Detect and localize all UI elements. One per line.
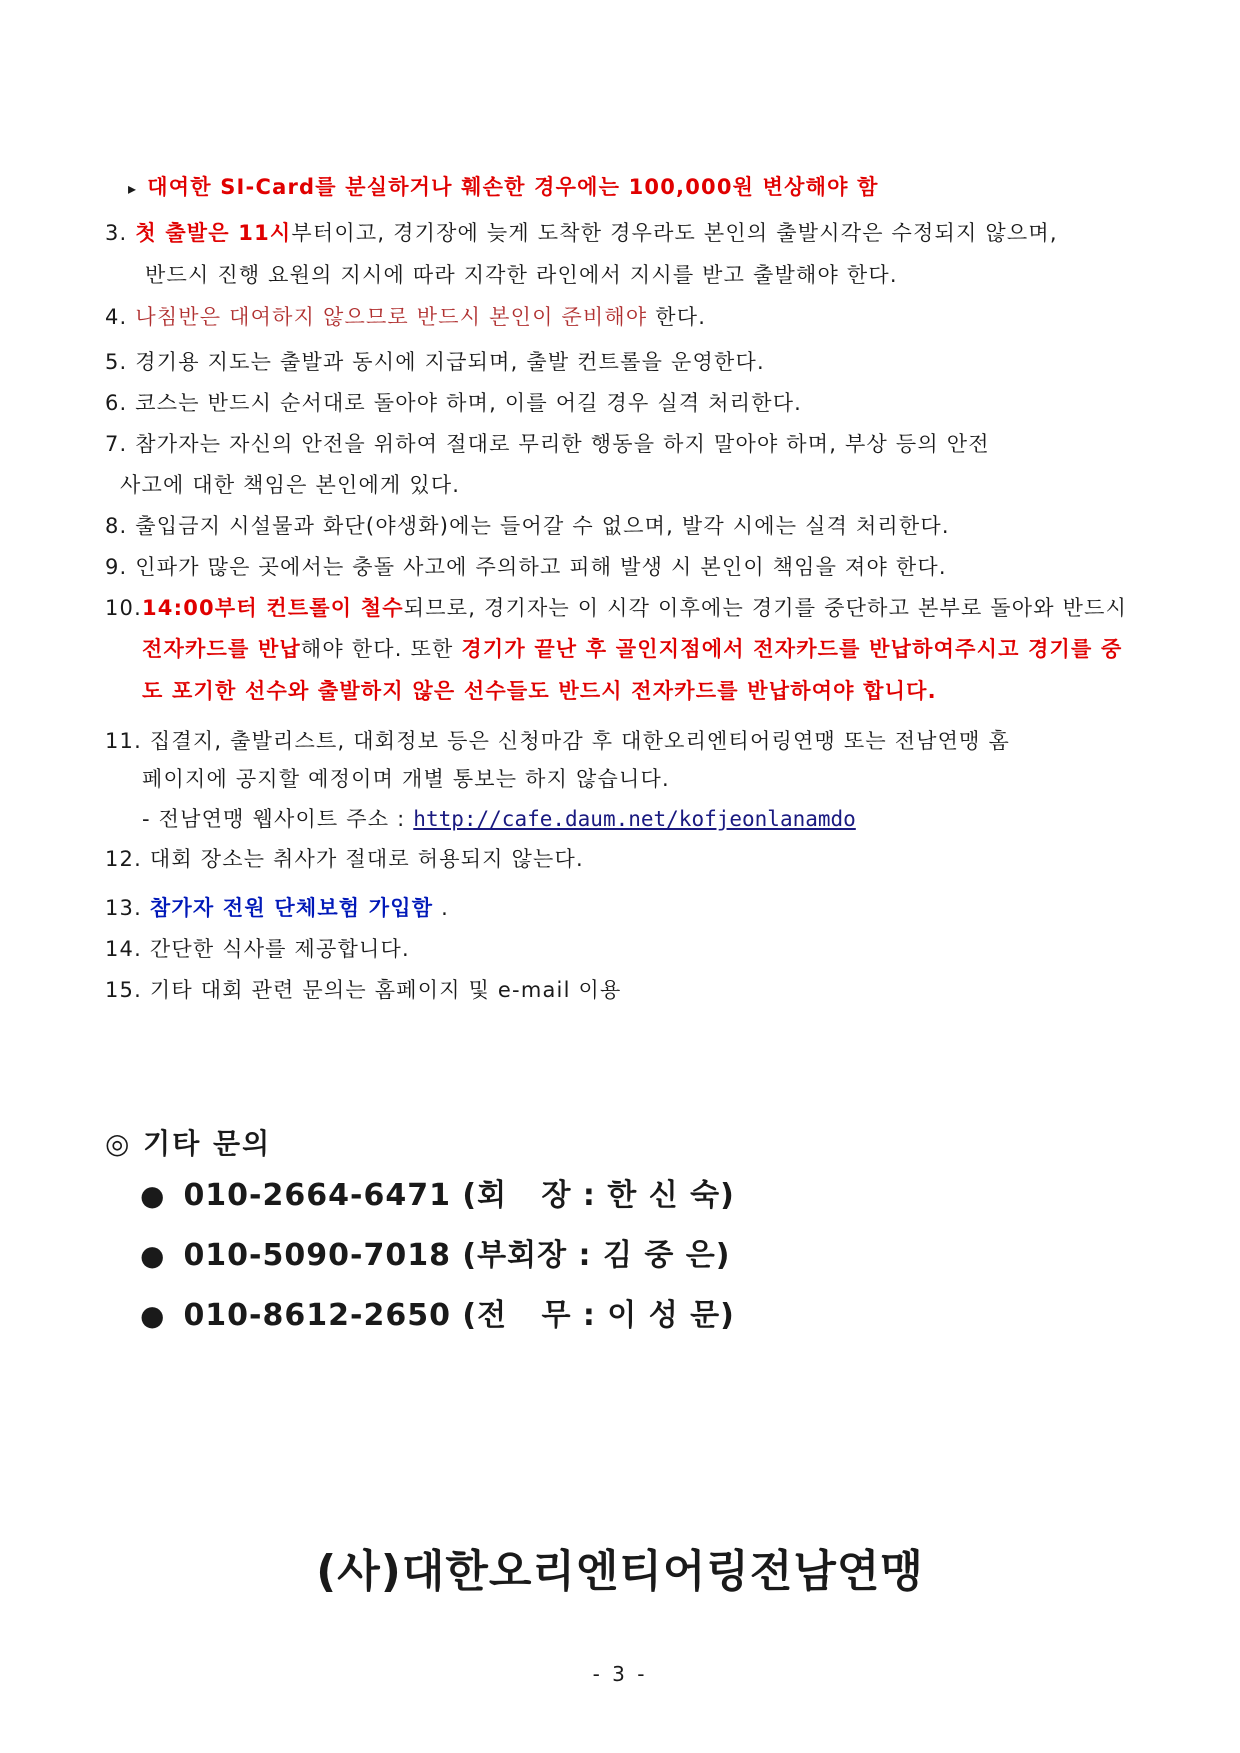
list-item-14: 14. 간단한 식사를 제공합니다. [105,937,410,961]
item-10-bold-3: 경기가 끝난 후 골인지점에서 전자카드를 반납하여주시고 경기를 중 [461,637,1123,661]
item-10-text-2: 해야 한다. 또한 [300,637,462,661]
list-item-4 [105,302,706,332]
item-number: 3. [105,221,128,245]
page-number: - 3 - [592,1662,648,1686]
bullet-icon: ● [140,1179,166,1212]
contact-phone: 010-5090-7018 [183,1238,451,1273]
list-item-11-continued: 페이지에 공지할 예정이며 개별 통보는 하지 않습니다. [142,767,670,791]
bullet-icon: ● [140,1239,166,1272]
list-item-10-line-3 [142,676,937,706]
item-10-bold-2: 전자카드를 반납 [142,637,301,661]
contact-info: (회 장 : 한 신 숙) [462,1178,735,1213]
contact-info: (전 무 : 이 성 문) [462,1298,735,1333]
bullet-icon: ● [140,1299,166,1332]
contact-section-title: ◎ 기타 문의 [105,1127,272,1160]
notice-text: 대여한 SI-Card를 분실하거나 훼손한 경우에는 100,000원 변상해야 함 [147,175,879,199]
item-13-text: . [433,896,450,920]
contact-info: (부회장 : 김 중 은) [462,1238,731,1273]
item-13-bold: 참가자 전원 단체보험 가입함 [149,896,434,920]
list-item-12: 12. 대회 장소는 취사가 절대로 허용되지 않는다. [105,847,584,871]
list-item-3-continued: 반드시 진행 요원의 지시에 따라 지각한 라인에서 지시를 받고 출발해야 한다. [145,263,898,287]
notice-line [128,172,879,204]
list-item-7-continued: 사고에 대한 책임은 본인에게 있다. [120,473,461,497]
list-item-8: 8. 출입금지 시설물과 화단(야생화)에는 들어갈 수 없으며, 발각 시에는 실격 처리한다. [105,514,950,538]
item-4-colored: 나침반은 대여하지 않으므로 반드시 본인이 준비해야 [135,305,648,329]
item-4-text: 한다. [647,305,707,329]
item-3-text: 부터이고, 경기장에 늦게 도착한 경우라도 본인의 출발시각은 수정되지 않으며, [291,221,1058,245]
contact-row [140,1290,735,1334]
item-10-bold-1: 14:00부터 컨트롤이 철수 [142,596,404,620]
website-line [142,804,856,834]
list-item-9: 9. 인파가 많은 곳에서는 충돌 사고에 주의하고 피해 발생 시 본인이 책임을 져야 한다. [105,555,947,579]
item-number: 4. [105,305,128,329]
item-3-bold: 첫 출발은 11시 [135,221,292,245]
contact-row [140,1230,731,1274]
item-10-text-1: 되므로, 경기자는 이 시각 이후에는 경기를 중단하고 본부로 돌아와 반드시 [403,596,1128,620]
contact-phone: 010-2664-6471 [183,1178,451,1213]
list-item-7: 7. 참가자는 자신의 안전을 위하여 절대로 무리한 행동을 하지 말아야 하며, 부상 등의 안전 [105,432,990,456]
contact-phone: 010-8612-2650 [183,1298,451,1333]
list-item-13 [105,893,449,923]
organization-name: (사)대한오리엔티어링전남연맹 [316,1546,924,1597]
website-label: - 전남연맹 웹사이트 주소 : [142,807,414,831]
list-item-10 [105,593,1127,623]
list-item-3 [105,218,1058,248]
list-item-15: 15. 기타 대회 관련 문의는 홈페이지 및 e-mail 이용 [105,978,622,1002]
contact-row [140,1170,735,1214]
list-item-10-line-2 [142,634,1123,664]
list-item-11: 11. 집결지, 출발리스트, 대회정보 등은 신청마감 후 대한오리엔티어링연맹 또는 전남연맹 홈 [105,729,1010,753]
triangle-bullet-icon: ▸ [128,179,138,198]
website-link[interactable]: http://cafe.daum.net/kofjeonlanamdo [413,807,856,831]
list-item-6: 6. 코스는 반드시 순서대로 돌아야 하며, 이를 어길 경우 실격 처리한다. [105,391,803,415]
item-number: 10. [105,596,142,620]
list-item-5: 5. 경기용 지도는 출발과 동시에 지급되며, 출발 컨트롤을 운영한다. [105,350,765,374]
item-10-bold-4: 도 포기한 선수와 출발하지 않은 선수들도 반드시 전자카드를 반납하여야 합니다. [142,679,937,703]
item-number: 13. [105,896,142,920]
